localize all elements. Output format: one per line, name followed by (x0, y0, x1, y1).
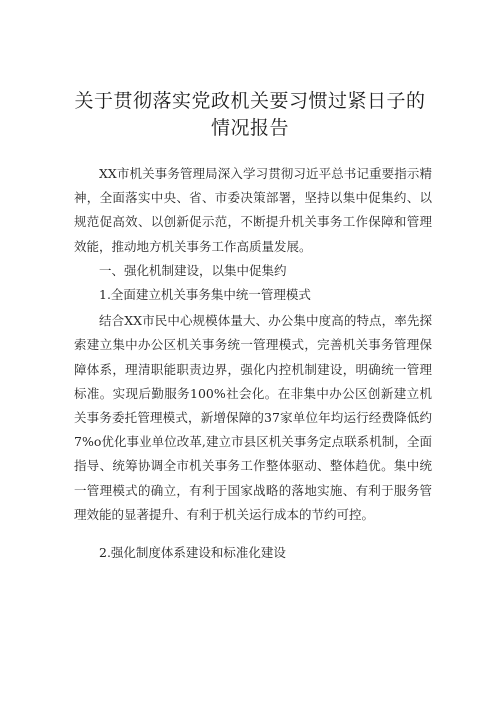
section-heading: 一、强化机制建设，以集中促集约 (99, 262, 287, 278)
subsection-heading: 2.强化制度体系建设和标准化建设 (99, 545, 286, 561)
document-body (74, 162, 432, 565)
intro-paragraph: XX市机关事务管理局深入学习贯彻习近平总书记重要指示精神，全面落实中央、省、市委决策部署，坚持以集中促集约、以规范促高效、以创新促示范，不断提升机关事务工作保障和管理效能，推动地方机关事务工作高质量发展。 (74, 166, 432, 254)
document-title-line-1: 关于贯彻落实党政机关要习惯过紧日子的 (74, 90, 426, 112)
subsection-heading: 1.全面建立机关事务集中统一管理模式 (99, 287, 311, 303)
document-title-line-2: 情况报告 (210, 117, 289, 139)
body-paragraph: 结合XX市民中心规模体量大、办公集中度高的特点，率先探索建立集中办公区机关事务统一管理模式，完善机关事务管理保障体系，理清职能职责边界，强化内控机制建设，明确统一管理标准。实现后勤服务100%社会化。在非集中办公区创新建立机关事务委托管理模式，新增保障的37家单位年均运行经费降低约7%o优化事业单位改革,建立市县区机关事务定点联系机制，全面指导、统筹协调全市机关事务工作整体驱动、整体趋优。集中统一管理模式的确立，有利于国家战略的落地实施、有利于服务管理效能的显著提升、有利于机关运行成本的节约可控。 (74, 313, 432, 522)
